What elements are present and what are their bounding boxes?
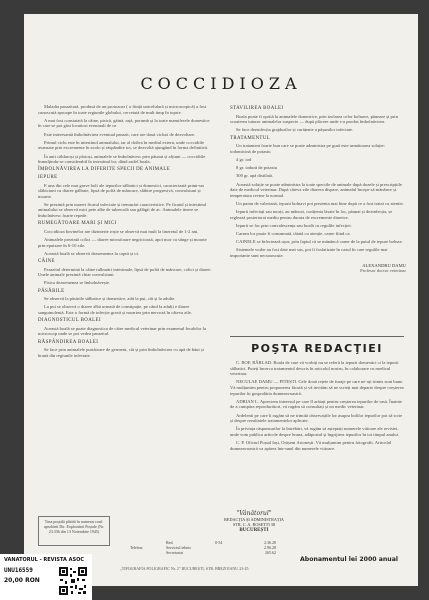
paragraph: 8 gr. iodură de potasiu <box>236 165 277 171</box>
paragraph: Boala poate fi oprită la animalele domestice, prin izolarea celor bolnave, păunare și prin scoaterea tuturor animalelor suspecte — după plăcere unde s-a produs îmbolnăvirea. <box>230 113 398 125</box>
paragraph: Se face dezinfecția grajdurilor și curățenie a pășunilor infectate. <box>236 127 354 133</box>
phone-code: 2.36.28 <box>263 540 276 545</box>
section-heading: RĂSPÂNDIREA BOALEI <box>38 339 99 345</box>
paragraph: Coccidioza bovinelor are dizinterie roșie se observă mai mult la tineretul de 1-2 ani. <box>44 228 199 234</box>
section-heading: TRATAMENTUL <box>230 135 271 141</box>
phone-code: 2.96.28 <box>264 545 276 550</box>
paragraph: E una din cele mai grave boli ale iepurilor sălbatici și domestici, caracterizată printr-un slăbiciuni cu diaree gălbuie, lipsă de poftă de mâncare, slăbire progresivă, convulsiuni și moarte. <box>38 182 204 199</box>
phone-number: 0-54 <box>215 540 223 545</box>
paragraph: În anii călduroși și ploioși, animalele se îmbolnăvesc prin păunat și afțiuni — coccidiile înmulțindu-se considerabil în intestinul lor, dând astfel boala. <box>38 153 206 165</box>
section-heading: STAVILIREA BOALEI <box>230 106 284 111</box>
phone-rows <box>166 540 276 555</box>
article-signature: ALEXANDRU DAMU <box>362 262 406 268</box>
publisher-block <box>164 510 344 533</box>
paragraph: Un tratament foarte bun care se poate administra pe gură este următoarea soluție: iodomicină de potasiu <box>230 143 385 154</box>
reply-item: În privința răspunsurilor la întrebări, vă rugăm să așteptați numerele viitoare ale revistei, unde vom publica articole despre hrana, adăpostul și îngrijirea iepurilor în tot timpul anului. <box>230 426 400 437</box>
posta-list <box>230 360 404 506</box>
paragraph: Carnea lor poate fi consumată, tăiată cu atenție, carne fiind ca. <box>236 231 351 237</box>
subscription-price: Abonamentul lei 2000 anual <box>300 556 398 563</box>
paragraph: Iepurii se fac prin convalescența sau boală cu regulile infecției. <box>236 222 352 228</box>
article-signature-title: Profesor doctor veterinar <box>360 268 406 274</box>
publisher-footer <box>38 510 406 572</box>
address-label: REDACȚIA ȘI ADMINISTRAȚIA <box>224 517 284 522</box>
posta-title: POŞTA REDACŢIEI <box>251 342 383 355</box>
paragraph: A mai fost constatată la câine, pisică, găină, rață, porumb și la toate mamiferele domestice în care se pot găsi locuitori eventuali de ce. <box>38 117 210 129</box>
sticker-title: VANATORUL - REVISTA ASOC <box>4 557 84 563</box>
paragraph: 300 gr. apă distilată. <box>236 173 274 179</box>
paragraph: Se prezintă prin mareri ficatul infectate și tremurări caracteristice. Pe ficatul și intestinul animalului se observă mici pete albe de tuberculă sau gâlăgii de ac. Animalele tinere se îmbolnăvesc foarte repede. <box>38 201 207 219</box>
reply-item: NECULAE DAMU — PITEȘTI. Cele două rețete de furaje pe care ne-ați trimis sunt bune. Vă mulțumim pentru propunerea făcută și vă invităm să ne scrieți mai departe despre creșterea iepurilor în gospodăria dumneavoastră. <box>230 379 404 396</box>
phone-label: Secretariat <box>166 550 184 555</box>
section-heading: IEPURE <box>38 174 58 180</box>
phone-code: 265.62 <box>264 550 276 555</box>
printer-line: „TIPOGRAFIA POLIGRAFIC Nr. 2" BUCUREȘTI, STR. BREZOIANU 23-25 <box>120 566 249 571</box>
paragraph: Iepurii infectați sau morți, au mâncat, curățenia lăsate în loc, păunat și dezinfecția, se reglează posteriorat mediu pentru durata de excremente diareice. <box>230 209 393 220</box>
paragraph: Se observă la păsările sălbatice și domestice, atât la pui, cât și la adulte. <box>44 296 176 302</box>
paragraph: Această boală se poate diagnostica de către medicul veterinar prin examenul fecalelor la microscop unde se pot vedea parazitul. <box>38 325 206 337</box>
library-sticker <box>0 554 92 600</box>
reply-item: C. P. Oficiul Poștal Iași, Orășeni Arionești. Vă mulțumim pentru fotografii. Articolul dumneavoastră va apărea într-unul din numerele viitoare. <box>230 440 392 451</box>
magazine-page <box>24 14 418 586</box>
section-heading: RUMEGĂTOARE MARI ȘI MICI <box>38 221 117 227</box>
section-heading: ÎMBOLNĂVIREA LA DIFERITE SPECII DE ANIMALE <box>38 167 171 173</box>
paragraph: Primul ciclu este în intestinul animalului, iar al doilea în mediul extern, unde coccidiile avansate prin excremente în acolo și răspândite tot, se dezvoltă ajungând în forma definitivă. <box>38 139 209 151</box>
reply-item: ADRIAN L. Apreciem interesul pe care îl arătați pentru creșterea iepurilor de rasă. Înainte de a cumpăra reproducători, vă rugăm să consultați și un medic veterinar. <box>230 398 402 410</box>
publication-name: "Vânătorul" <box>236 510 272 517</box>
phone-label: Telefon: <box>130 545 144 550</box>
phone-label: Serviciul tehnic <box>166 545 192 550</box>
reply-item: Ardelenii pe care îi rugăm să ne trimită observațiile lor asupra bolilor iepurilor pot să scrie și despre rezultatele tratamentelor aplicate. <box>230 412 403 424</box>
address: STR. C. A. ROSETTI 38 <box>233 522 275 528</box>
paragraph: Animalele prezintă colici — diaree mirositoare negricioasă, apoi mor cu sânge și moarte prin epuizare în 6-10 zile. <box>38 237 207 248</box>
sticker-price: 20,00 RON <box>4 577 40 584</box>
paragraph: CAINELE se înfectează ușor, prin faptul că se mănâncă carne de la puiul de iepure bolnav. <box>236 239 403 245</box>
phone-row <box>166 550 276 555</box>
sticker-code: UNU16559 <box>4 567 33 574</box>
reply-item: C. ROF, BÂRLAD. Boala de care vă vorbiți nu se referă la iepurii domestici ci la iepurii sălbatici. Puteți încerca tratamentul descris în articolul nostru, în colaborare cu medicul veterinar. <box>230 360 399 377</box>
postage-note-box: Taxa poștală plătită în numerar conf. aprobării Dir. Exploatării Poștale (Nr. 23.336 din 13 Noiembrie 1945) <box>38 516 110 546</box>
paragraph: Parazitul determină la câine tulburări intestinale, lipsă de poftă de mâncare, colici și diaree. Unele animale prezintă chiar convulsiuni. <box>38 266 212 278</box>
paragraph: Se face prin animalele purtătoare de germeni, cât și prin îmbolnăvirea cu apă de băut și hrană din regiunile infectate. <box>38 347 204 358</box>
section-heading: DIAGNOSTICUL BOALEI <box>38 318 101 324</box>
section-heading: PĂSĂRILE <box>38 288 65 294</box>
city: BUCUREȘTI <box>239 527 269 533</box>
qr-code-icon <box>58 566 88 596</box>
paragraph: Această boală se observă deasemenea la capră și oi. <box>44 250 140 256</box>
paragraph: La pui se observă o diaree albă urmată de constipație, pe când la adulți e diaree sanguinolentă. Este o formă de infecție gravă și moartea prin nervoză în câteva zile. <box>38 304 192 315</box>
paragraph: Sistemele vorbe au fost date mai sus, pot fi fosfatizate în cazul în care regulile mai importante sunt necunoscute. <box>230 247 388 258</box>
paragraph: 4 gr. iod <box>236 156 252 162</box>
article-right-body <box>230 106 406 259</box>
article-title: COCCIDIOZA <box>140 74 302 93</box>
section-heading: CÂINE <box>38 259 55 264</box>
article-right-column <box>230 104 406 324</box>
paragraph: Un pumn de valeriană, iepurii bolnavi pot prezenta mai bine după ce a fost tratat cu atentie. <box>236 200 404 206</box>
paragraph: Această soluție se poate administra la toate speciile de animale după dozele și prescripțiile date de medicul veterinar. După câteva zile diareea dispare, animalul începe să mănânce și temperatura revine la normal. <box>230 181 402 198</box>
paragraph: Este interesantă îmbolnăvirea eventual parazit, care are două cicluri de dezvoltare. <box>44 131 196 137</box>
section-divider <box>230 336 404 337</box>
phone-label: Red. <box>166 540 174 545</box>
paragraph: Maladia parazitară, produsă de un protozoar ( o ființă unicelulară și microscopică) a fost cunoscută aproape în toate regiunile globului, cercetată de mult timp în toprie. <box>38 104 207 115</box>
article-left-column <box>38 104 212 502</box>
paragraph: Pisica deasemenea se îmbolnăvește. <box>44 280 111 286</box>
